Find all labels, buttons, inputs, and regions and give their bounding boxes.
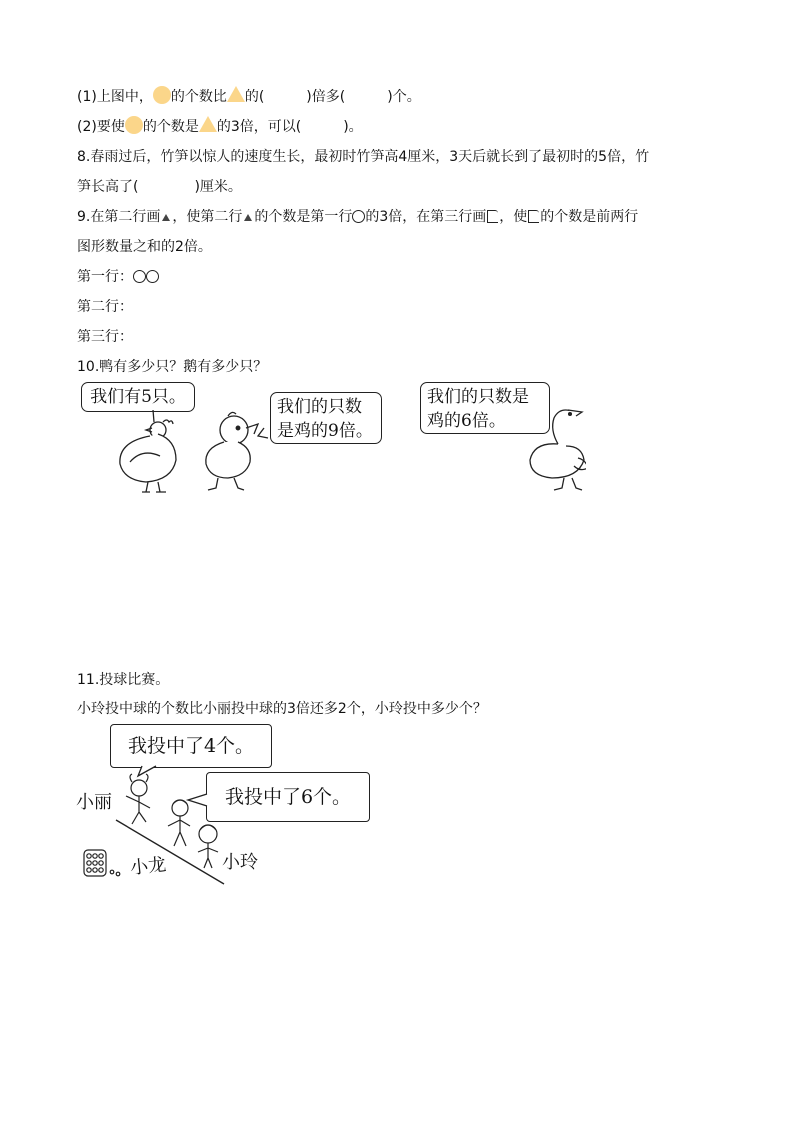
hen-speech-text: 我们有5只。	[90, 387, 186, 407]
trapezoid-icon	[487, 210, 498, 223]
goose-speech-line2: 鸡的6倍。	[427, 411, 506, 431]
small-triangle-icon	[162, 214, 170, 221]
circle-icon	[153, 86, 171, 104]
q9-text-b: ，使第二行	[172, 209, 243, 225]
q9-row2-label: 第二行：	[77, 299, 133, 315]
q7-part1-text-a: (1)上图中，	[77, 89, 153, 105]
label-xiaoli: 小丽	[76, 792, 112, 813]
xiaolong-figure-icon	[168, 800, 190, 846]
label-xiaoling: 小玲	[222, 852, 258, 873]
outline-circle-icon	[352, 210, 365, 223]
duck-speech-line1: 我们的只数	[277, 397, 362, 417]
small-triangle-icon	[244, 214, 252, 221]
q9-text-e: ，使	[499, 209, 528, 225]
triangle-icon	[199, 116, 217, 132]
q9-line2: 图形数量之和的2倍。	[77, 239, 212, 255]
q10-title: 10.鸭有多少只？鹅有多少只？	[77, 359, 268, 375]
q7-part2-text-a: (2)要使	[77, 119, 125, 135]
xiaolong-speech-text: 我投中了6个。	[224, 786, 352, 808]
q8-line2: 笋长高了( )厘米。	[77, 179, 242, 195]
q9-text-a: 9.在第二行画	[77, 209, 161, 225]
trapezoid-icon	[528, 210, 539, 223]
q7-part1-text-b: 的个数比	[170, 89, 227, 105]
q8-line1: 8.春雨过后，竹笋以惊人的速度生长，最初时竹笋高4厘米，3天后就长到了最初时的5倍，竹	[77, 149, 650, 165]
q10-illustration	[78, 378, 586, 496]
q9-row1	[77, 267, 159, 287]
q9-text-d: 的3倍，在第三行画	[365, 209, 487, 225]
q9-line1	[77, 207, 638, 227]
q11-illustration	[76, 722, 376, 886]
q7-part2-text-c: 的3倍，可以( )。	[216, 119, 363, 135]
duck-speech-line2: 是鸡的9倍。	[277, 421, 373, 441]
q7-part1	[77, 86, 421, 107]
outline-circle-icon	[133, 270, 146, 283]
q11-question: 小玲投中球的个数比小丽投中球的3倍还多2个，小玲投中多少个？	[77, 701, 487, 717]
xiaoling-figure-icon	[198, 825, 218, 868]
goose-speech-line1: 我们的只数是	[427, 387, 529, 407]
ball-basket-icon	[84, 850, 120, 876]
q7-part2-text-b: 的个数是	[142, 119, 199, 135]
q9-text-c: 的个数是第一行	[254, 209, 353, 225]
q11-title: 11.投球比赛。	[77, 672, 170, 688]
xiaolong-bubble-tail	[188, 794, 207, 806]
q10-animals-drawing	[78, 378, 586, 496]
q9-text-f: 的个数是前两行	[540, 209, 639, 225]
duck-icon	[206, 412, 268, 490]
outline-circle-icon	[146, 270, 159, 283]
goose-icon	[530, 410, 586, 490]
q9-row1-label: 第一行：	[77, 269, 133, 285]
q7-part2	[77, 116, 363, 137]
xiaoli-speech-text: 我投中了4个。	[127, 735, 255, 757]
label-xiaolong: 小龙	[129, 854, 168, 879]
q9-row3-label: 第三行：	[77, 329, 133, 345]
triangle-icon	[227, 86, 245, 102]
xiaoli-figure-icon	[126, 774, 150, 824]
hen-icon	[120, 410, 176, 492]
q7-part1-text-c: 的( )倍多( )个。	[244, 89, 421, 105]
circle-icon	[125, 116, 143, 134]
